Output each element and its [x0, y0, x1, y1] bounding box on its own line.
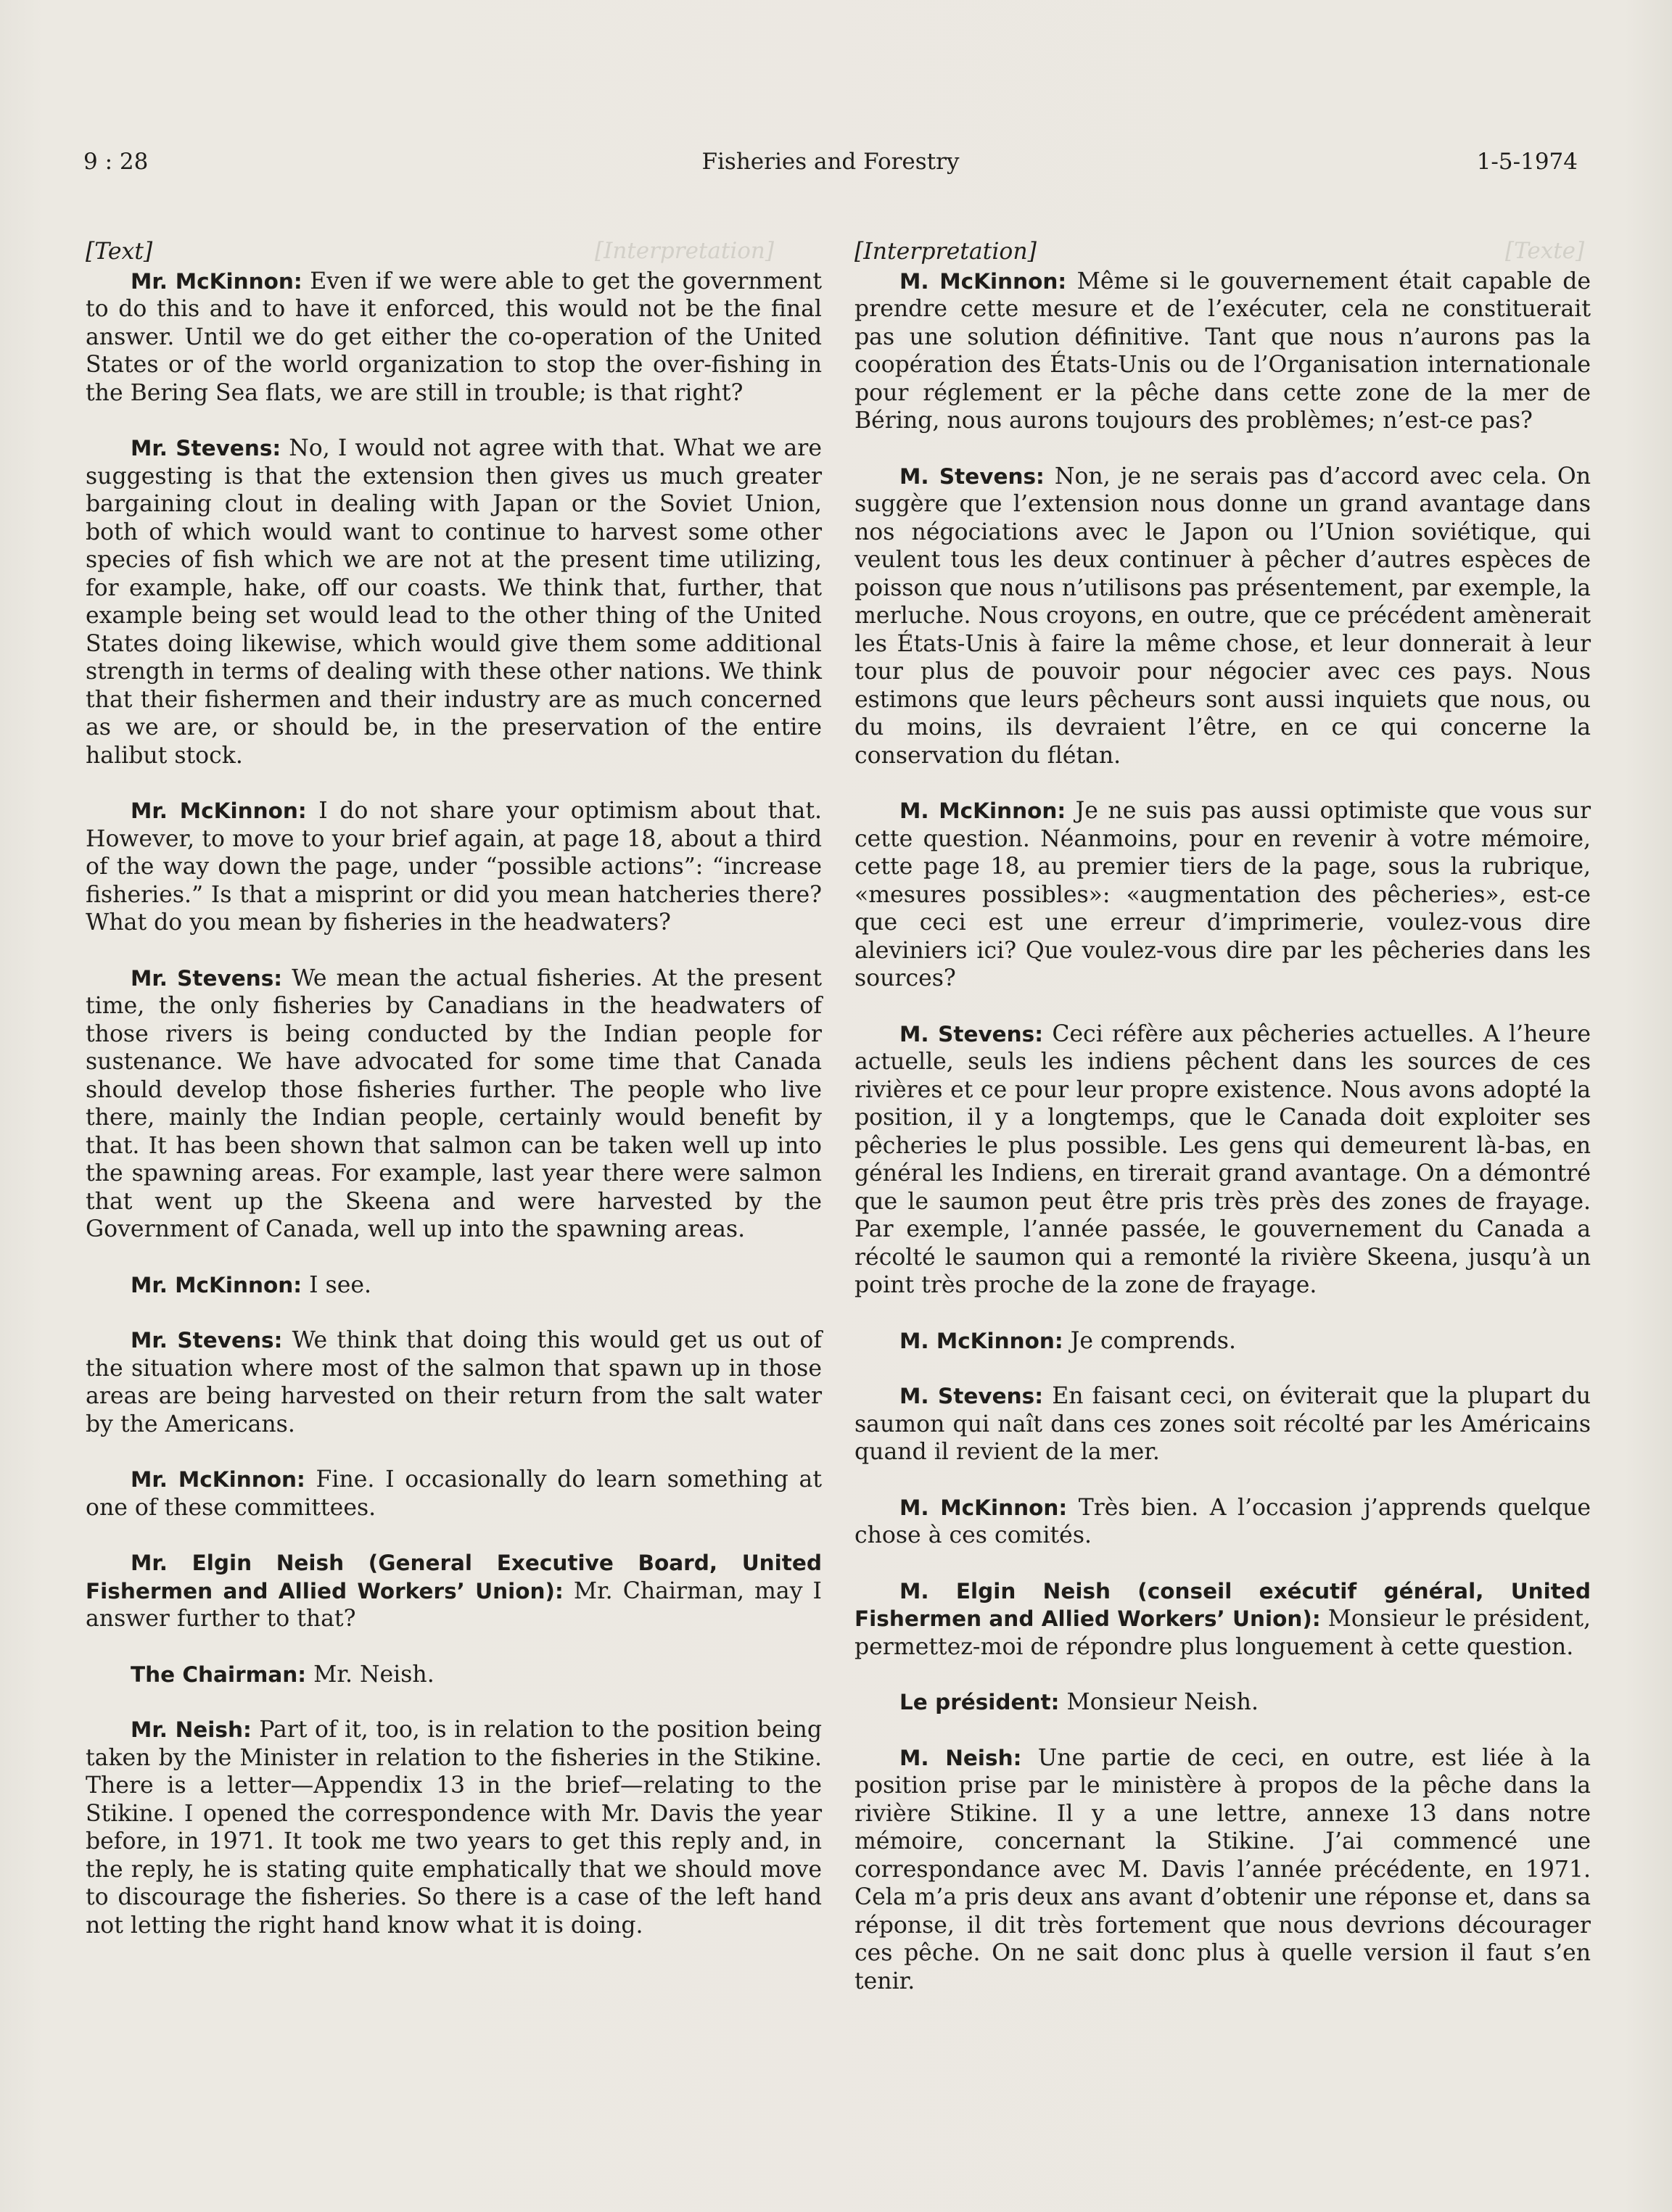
speech-text: Mr. Chairman, may I answer further to that? [86, 1577, 822, 1632]
speech-text: Part of it, too, is in relation to the position being taken by the Minister in relation to the fisheries in the Stikine. There is a letter—Appendix 13 in the brief—relating to the Stikine. I opened the correspondence with Mr. Davis the year before, in 1971. It took me two years to get this reply and, in the reply, he is stating quite emphatically that we should move to discourage the fisheries. So there is a case of the left hand not letting the right hand know what it is doing. [86, 1717, 822, 1939]
speaker-name: Mr. Stevens: [131, 436, 281, 461]
speaker-name: Mr. Stevens: [131, 965, 283, 991]
paragraph [854, 1494, 1591, 1550]
header-date: 1-5-1974 [1476, 149, 1578, 175]
paragraph [854, 463, 1591, 770]
speaker-name: M. Stevens: [899, 1384, 1043, 1408]
speaker-name: Mr. Neish: [131, 1717, 252, 1742]
interpretation-marker: [Interpretation] [854, 239, 1037, 265]
speech-text: Mr. Neish. [306, 1661, 435, 1688]
speech-text: En faisant ceci, on éviterait que la plupart du saumon qui naît dans ces zones soit récolté par les Américains quand il revient de la mer. [854, 1383, 1591, 1465]
paragraph [86, 1661, 822, 1689]
paragraph [86, 1549, 822, 1633]
text-marker: [Text] [86, 239, 153, 265]
speech-text: No, I would not agree with that. What we are suggesting is that the extension then gives us much greater bargaining clout in dealing with Japan or the Soviet Union, both of which would want to continue to harvest some other species of fish which we are not at the present time utilizing, for example, hake, off our coasts. We think that, further, that example being set would lead to the other thing of the United States doing likewise, which would give them some additional strength in terms of dealing with these other nations. We think that their fishermen and their industry are as much concerned as we are, or should be, in the preservation of the entire halibut stock. [86, 435, 822, 769]
speaker-name: Mr. Elgin Neish (General Executive Board, United Fishermen and Allied Workers’ Union): [86, 1551, 822, 1604]
bleed-through-left-marker: [Interpretation] [595, 238, 774, 264]
speech-text: Non, je ne serais pas d’accord avec cela. On suggère que l’extension nous donne un grand avantage dans nos négociations avec le Japon ou l’Union soviétique, qui veulent tous les deux continuer à pêcher d’autres espèces de poisson que nous n’utilisons pas présentement, par exemple, la merluche. Nous croyons, en outre, que ce précédent amènerait les États-Unis à faire la même chose, et leur donnerait à leur tour plus de pouvoir pour négocier avec ces pays. Nous estimons que leurs pêcheurs sont aussi inquiets que nous, ou du moins, ils devraient l’être, en ce qui concerne la conservation du flétan. [854, 463, 1591, 769]
paragraph [86, 1466, 822, 1522]
speech-text: We think that doing this would get us out of the situation where most of the salmon that spawn up in those areas are being harvested on their return from the salt water by the Americans. [86, 1327, 822, 1437]
speaker-name: M. Stevens: [899, 1021, 1044, 1047]
paragraph [854, 1577, 1591, 1662]
paragraph [854, 1327, 1591, 1355]
speech-text: We mean the actual fisheries. At the present time, the only fisheries by Canadians in the headwaters of those rivers is being conducted by the Indian people for sustenance. We have advocated for some time that Canada should develop those fisheries further. The people who live there, mainly the Indian people, certainly would benefit by that. It has been shown that salmon can be taken well up into the spawning areas. For example, last year there were salmon that went up the Skeena and were harvested by the Government of Canada, well up into the spawning areas. [86, 965, 822, 1242]
speaker-name: Mr. Stevens: [131, 1328, 283, 1353]
paragraph [86, 1326, 822, 1438]
speaker-name: M. Stevens: [899, 463, 1045, 489]
speech-text: Monsieur Neish. [1059, 1689, 1259, 1715]
paragraph [854, 268, 1591, 435]
speaker-name: M. McKinnon: [899, 268, 1067, 294]
speaker-name: Mr. McKinnon: [131, 1272, 302, 1297]
paragraph [86, 797, 822, 937]
speaker-name: M. Neish: [899, 1745, 1022, 1770]
running-title: Fisheries and Forestry [701, 149, 960, 175]
speech-text: Très bien. A l’occasion j’apprends quelque chose à ces comités. [854, 1494, 1591, 1548]
paragraph [86, 1271, 822, 1300]
english-column [86, 238, 822, 1967]
speech-text: Fine. I occasionally do learn something at one of these committees. [86, 1466, 822, 1521]
speaker-name: Mr. McKinnon: [131, 798, 307, 823]
bleed-through-right-marker: [Texte] [1505, 238, 1585, 264]
speaker-name: Mr. McKinnon: [131, 1467, 305, 1492]
paragraph [86, 268, 822, 408]
speech-text: Je comprends. [1063, 1327, 1236, 1354]
paragraph [854, 1688, 1591, 1717]
speech-text: Ceci réfère aux pêcheries actuelles. A l’heure actuelle, seuls les indiens pêchent dans les sources de ces rivières et ce pour leur propre existence. Nous avons adopté la position, il y a longtemps, que le Canada doit exploiter ses pêcheries le plus possible. Les gens qui demeurent là-bas, en général les Indiens, en tirerait grand avantage. On a démontré que le saumon peut être pris très près des zones de frayage. Par exemple, l’année passée, le gouvernement du Canada a récolté le saumon qui a remonté la rivière Skeena, jusqu’à un point très proche de la zone de frayage. [854, 1020, 1591, 1298]
speaker-name: The Chairman: [131, 1662, 307, 1687]
speech-text: Même si le gouvernement était capable de prendre cette mesure et de l’exécuter, cela ne constituerait pas une solution définitive. Tant que nous n’aurons pas la coopération des États-Unis ou de l’Organisation internationale pour réglement er la pêche dans cette zone de la mer de Béring, nous aurons toujours des problèmes; n’est-ce pas? [854, 268, 1591, 434]
speech-text: I do not share your optimism about that. However, to move to your brief again, at page 18, about a third of the way down the page, under “possible actions”: “increase fisheries.” Is that a misprint or did you mean hatcheries there? What do you mean by fisheries in the headwaters? [86, 798, 822, 936]
speaker-name: Le président: [899, 1690, 1060, 1714]
french-column [854, 238, 1591, 2023]
speech-text: Even if we were able to get the government to do this and to have it enforced, this would not be the final answer. Until we do get either the co-operation of the United States or of the world organization to stop the over-fishing in the Bering Sea flats, we are still in trouble; is that right? [86, 268, 822, 406]
speaker-name: M. McKinnon: [899, 1495, 1068, 1520]
page-number: 9 : 28 [83, 149, 149, 175]
speech-text: Une partie de ceci, en outre, est liée à la position prise par le ministère à propos de la pêche dans la rivière Stikine. Il y a une lettre, annexe 13 dans notre mémoire, concernant la Stikine. J’ai commencé une correspondance avec M. Davis l’année précédente, en 1971. Cela m’a pris deux ans avant d’obtenir une réponse et, dans sa réponse, il dit très fortement que nous devrions décourager ces pêche. On ne sait donc plus à quelle version il faut s’en tenir. [854, 1744, 1591, 1994]
paragraph [854, 797, 1591, 993]
speech-text: Monsieur le président, permettez-moi de répondre plus longuement à cette question. [854, 1606, 1591, 1660]
page-header [83, 149, 1578, 185]
paragraph [854, 1744, 1591, 1996]
speaker-name: M. Elgin Neish (conseil exécutif général, United Fishermen and Allied Workers’ Union): [854, 1578, 1591, 1631]
paragraph [86, 434, 822, 769]
speaker-name: M. McKinnon: [899, 798, 1066, 823]
paragraph [854, 1382, 1591, 1466]
speaker-name: Mr. McKinnon: [131, 268, 302, 294]
paragraph [86, 1716, 822, 1939]
speech-text: Je ne suis pas aussi optimiste que vous sur cette question. Néanmoins, pour en revenir à votre mémoire, cette page 18, au premier tiers de la page, sous la rubrique, «mesures possibles»: «augmentation des pêcheries», est-ce que ceci est une erreur d’imprimerie, voulez-vous dire aleviniers ici? Que voulez-vous dire par les pêcheries dans les sources? [854, 798, 1591, 991]
speech-text: I see. [302, 1271, 371, 1298]
paragraph [86, 965, 822, 1244]
paragraph [854, 1020, 1591, 1300]
speaker-name: M. McKinnon: [899, 1328, 1063, 1353]
